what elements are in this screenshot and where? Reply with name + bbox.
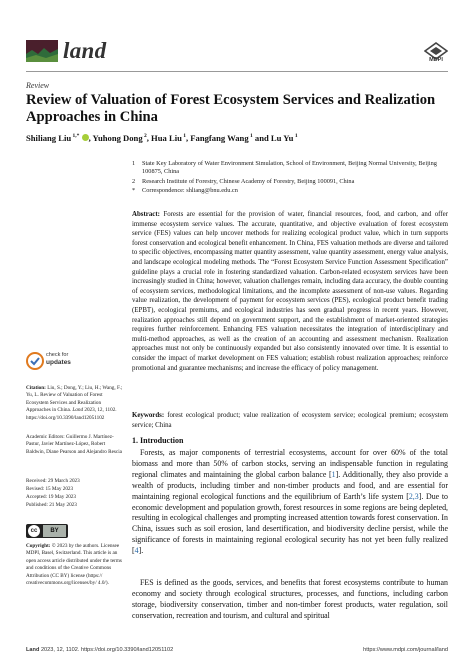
cc-icon: cc <box>28 525 40 537</box>
check-updates-line2: updates <box>46 359 71 366</box>
reference-link[interactable]: 4 <box>134 546 139 556</box>
published-date: Published: 21 May 2023 <box>26 502 77 508</box>
author-name[interactable]: Fangfang Wang <box>190 133 249 143</box>
author-name[interactable]: Lu Yu <box>270 133 294 143</box>
footer-journal: Land <box>26 647 40 653</box>
paper-title: Review of Valuation of Forest Ecosystem Services and Realization Approaches in China <box>26 92 436 125</box>
header-divider <box>26 71 448 72</box>
intro-paragraph-2: FES is defined as the goods, services, and benefits that forest ecosystems contribute to human economy and society through ecological structures, processes, and functions, including carbon storage, biodiversity conservation, timber and non-timber forest products, water regulation, soil conservation, recreation and tourism, and cultural and spiritual <box>132 578 448 620</box>
footer-citation <box>26 647 173 653</box>
reference-link[interactable]: 2,3 <box>408 491 419 501</box>
affiliation-item <box>132 160 452 176</box>
section-heading: 1. Introduction <box>132 436 184 445</box>
affiliation-number: 2 <box>132 178 136 185</box>
abstract-text: Forests are essential for the provision of water, financial resources, food, and carbon, and offer immense ecosystem service values. The accurate, quantitative, and objective evaluation of forest ecosystem service (FES) values can help uncover methods for realizing ecological product value, which in turn supports forest conservation and ecological benefit enhancement. In China, FES valuation methods are diverse and tailored to specific objectives, encompassing matter quantity assessment, value quantity assessment, energy value analysis, and landscape ecological modeling methods. The “Forest Ecosystem Service Function Assessment Specification” guideline plays a crucial role in fostering standardized valuation. Carbon-related ecosystem services have been increasingly studied in China; however, valuation challenges remain, including data accuracy, the double counting of ecosystem services, methodological limitations, and the incomplete assessment of non-use values. Regarding value realization, the development of payment for ecosystem services (PES), ecological product benefit trading (EPBT), ecological premiums, and ecological industries has seen gradual progress in recent years. However, realization approaches still depend on government support, and the establishment of market-oriented strategies requires further reinforcement. Enhancing FES valuation necessitates the integration of interdisciplinary and multi-method approaches, as well as the creation of an accounting and assessment mechanism. Realization approaches must not only be continuously expanded but also consistently innovated over time. It is essential to consider the impact of market development on FES valuation; establish robust realization approaches; reinforce promotional and guarantee mechanisms; and increase the efficacy of policy management. <box>132 211 448 372</box>
author-list: Shiliang Liu $^{1,*}$ , Yuhong Dong $^2$, Hua Liu $^1$, Fangfang Wang $^1$ and Lu Yu $^1$ <box>26 133 298 143</box>
footer-journal-link[interactable]: https://www.mdpi.com/journal/land <box>363 647 448 653</box>
copyright-text: © 2023 by the authors. Licensee MDPI, Basel, Switzerland. This article is an open access article distributed under the terms and conditions of the Creative Commons Attribution (CC BY) license (https:// creativecommons.org/licenses/by/ 4.0/). <box>26 543 122 587</box>
check-for-updates-button[interactable] <box>26 350 70 374</box>
author-affiliation-mark: 1 <box>183 133 186 140</box>
revised-date: Revised: 15 May 2023 <box>26 486 74 492</box>
copyright-label: Copyright: <box>26 543 51 549</box>
affiliation-text: State Key Laboratory of Water Environment Simulation, School of Environment, Beijing Normal University, Beijing 100875, China <box>142 160 437 175</box>
keywords-label: Keywords: <box>132 412 165 419</box>
affiliation-item <box>132 178 452 186</box>
intro-text: ]. Additionally, they also provide a wealth of products, including timber and non-timber products and food, and are essential for maintaining regional ecological functions and the equilibrium of Earth’s life system [ <box>132 469 448 501</box>
author-affiliation-mark: 1,* <box>72 133 80 140</box>
copyright-notice <box>26 543 124 587</box>
keywords-text: forest ecological product; value realization of ecosystem service; ecological premium; ecosystem service; China <box>132 412 448 429</box>
accepted-date: Accepted: 19 May 2023 <box>26 494 76 500</box>
author-affiliation-mark: 1 <box>294 133 298 140</box>
intro-paragraph-1 <box>132 448 448 557</box>
citation-label: Citation: <box>26 385 46 391</box>
correspondence-text[interactable]: Correspondence: shliang@bnu.edu.cn <box>142 187 238 194</box>
orcid-icon[interactable] <box>82 134 89 141</box>
intro-text: ]. Due to economic development and population growth, forest resources in some regions are being depleted, resulting in ecological challenges and prompting increased attention towards forest conservation. In China, issues such as soil erosion, land desertification, and biodiversity decline persist, while the significance of forests in maintaining regional ecological security has not yet been fully realized [ <box>132 491 448 556</box>
author-affiliation-mark: 2 <box>144 133 147 140</box>
cc-by-license-badge[interactable] <box>26 524 68 538</box>
affiliation-text: Research Institute of Forestry, Chinese Academy of Forestry, Beijing 100091, China <box>142 178 355 185</box>
correspondence <box>132 187 452 195</box>
author-affiliation-mark: 1 <box>250 133 253 140</box>
author-name[interactable]: Shiliang Liu <box>26 133 72 143</box>
citation-block <box>26 385 124 422</box>
citation-doi[interactable]: 2023, 12, 1102. https://doi.org/10.3390/land12051102 <box>26 407 117 421</box>
reference-link[interactable]: 1 <box>331 469 336 479</box>
mdpi-label: MDPI <box>429 57 443 63</box>
academic-editors: Academic Editors: Guillermo J. Martínez-Pastur, Javier Martínez-López, Robert Baldwin, Diane Pearson and Alejandro Rescia <box>26 434 122 455</box>
author-name[interactable]: Yuhong Dong <box>92 133 143 143</box>
journal-logo-icon <box>26 40 58 62</box>
affiliation-number: * <box>132 187 136 194</box>
intro-text: Forests, as major components of terrestrial ecosystems, account for over 60% of the total biomass and more than 50% of carbon stocks, serving an indispensable function in regulating regional climates and maintaining the global carbon balance [ <box>132 448 448 479</box>
journal-name: land <box>63 38 107 63</box>
footer-doi[interactable]: 2023, 12, 1102. https://doi.org/10.3390/land12051102 <box>40 647 174 653</box>
received-date: Received: 29 March 2023 <box>26 478 80 484</box>
keywords <box>132 411 448 430</box>
author-name[interactable]: Hua Liu <box>151 133 182 143</box>
article-type: Review <box>26 81 50 90</box>
check-updates-line1: check for <box>46 352 69 358</box>
abstract <box>132 210 448 373</box>
citation-text: Liu, S.; Dong, Y.; Liu, H.; Wang, F.; Yu, L. Review of Valuation of Forest Ecosystem Services and Realization Approaches in China. <box>26 385 123 414</box>
affiliation-number: 1 <box>132 160 136 167</box>
abstract-label: Abstract: <box>132 211 160 218</box>
by-icon: BY <box>43 525 66 537</box>
citation-journal: Land <box>72 407 84 414</box>
check-updates-icon <box>26 352 44 370</box>
intro-text: ]. <box>138 546 144 556</box>
